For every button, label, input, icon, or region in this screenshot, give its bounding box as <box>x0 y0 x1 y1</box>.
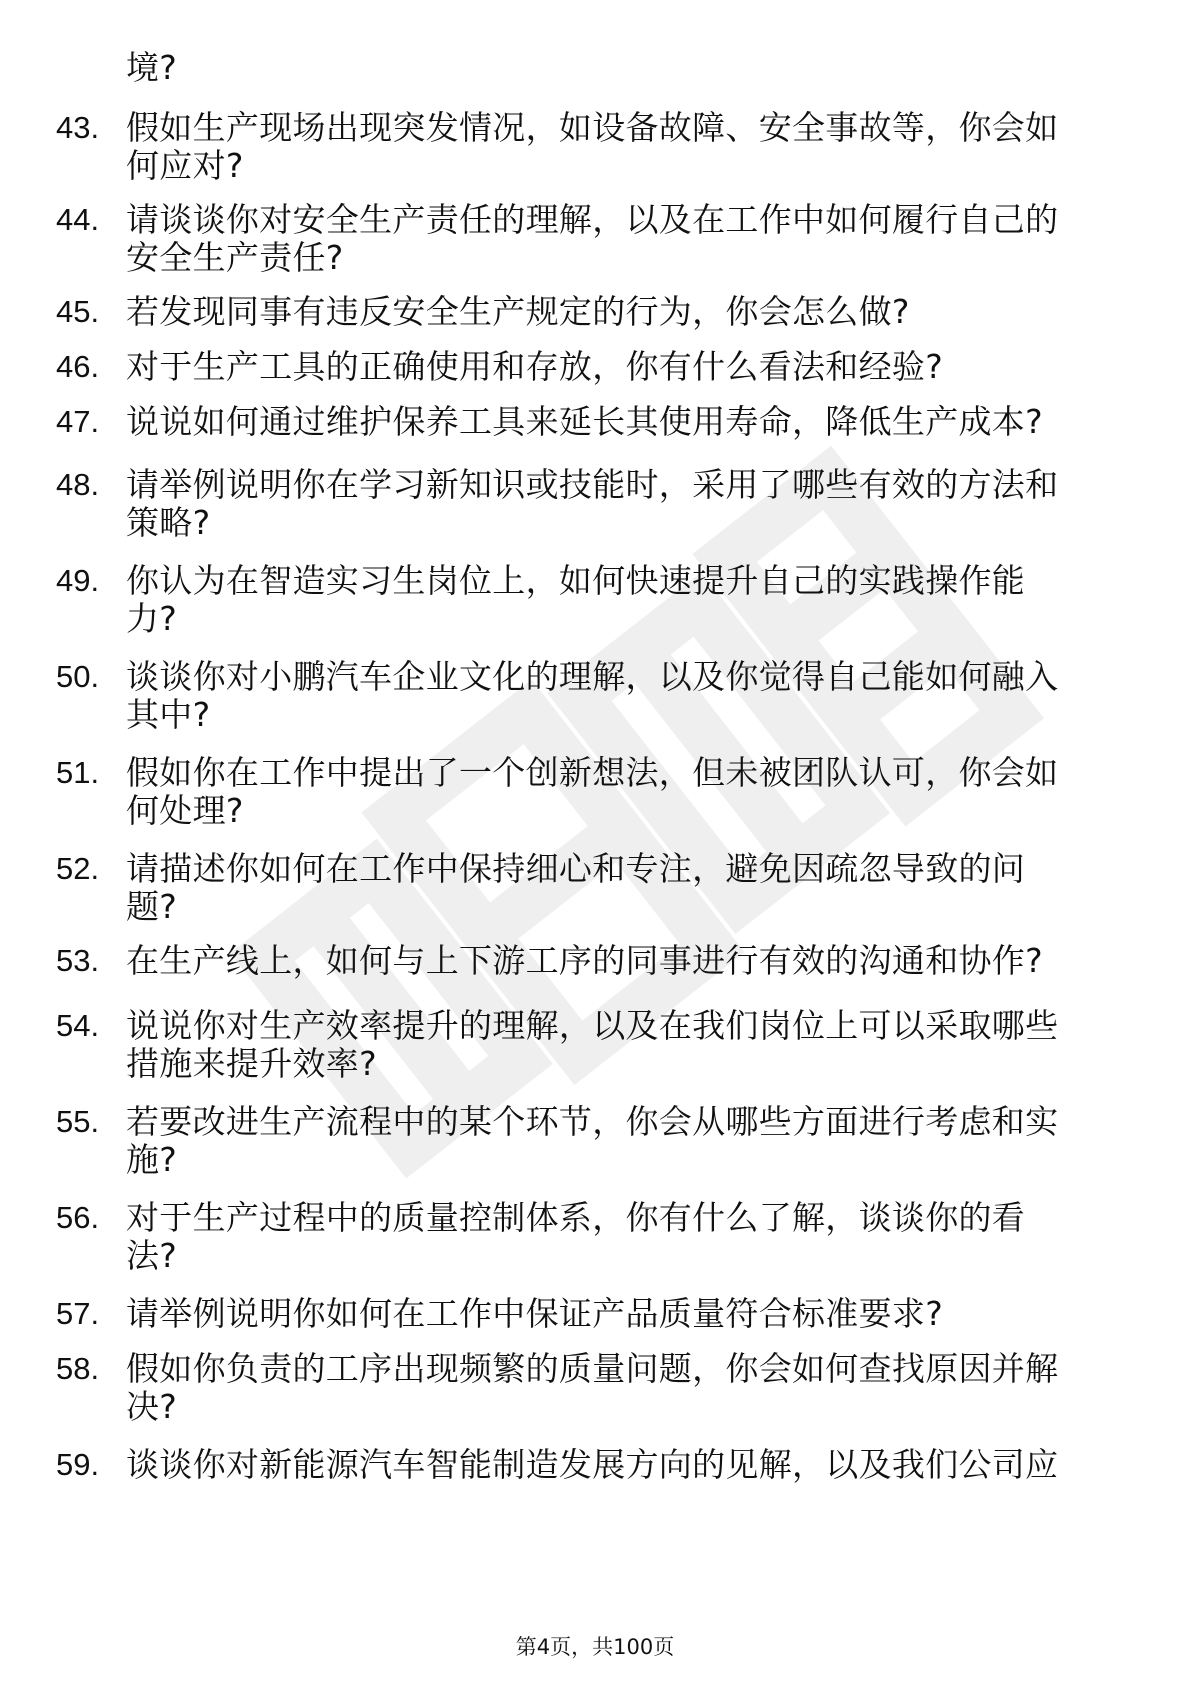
question-number: 49. <box>56 563 100 598</box>
question-number: 46. <box>56 349 100 384</box>
question-number: 48. <box>56 467 100 502</box>
question-text-line: 题? <box>126 887 178 926</box>
question-number: 57. <box>56 1296 100 1331</box>
question-text-line: 你认为在智造实习生岗位上，如何快速提升自己的实践操作能 <box>126 561 1026 600</box>
question-text-line: 请举例说明你在学习新知识或技能时，采用了哪些有效的方法和 <box>126 465 1059 504</box>
question-text-line: 若发现同事有违反安全生产规定的行为，你会怎么做? <box>126 292 910 331</box>
question-number: 50. <box>56 659 100 694</box>
question-text-line: 安全生产责任? <box>126 238 344 277</box>
page-footer: 第4页，共100页 <box>515 1635 675 1659</box>
question-number: 47. <box>56 404 100 439</box>
question-text-line: 若要改进生产流程中的某个环节，你会从哪些方面进行考虑和实 <box>126 1102 1059 1141</box>
question-text-line: 策略? <box>126 503 211 542</box>
question-number: 54. <box>56 1008 100 1043</box>
question-number: 51. <box>56 755 100 790</box>
question-text-line: 措施来提升效率? <box>126 1044 377 1083</box>
watermark-graphic <box>170 380 1070 1280</box>
question-text-line: 对于生产工具的正确使用和存放，你有什么看法和经验? <box>126 347 944 386</box>
question-text-line: 法? <box>126 1236 178 1275</box>
question-text-line: 对于生产过程中的质量控制体系，你有什么了解，谈谈你的看 <box>126 1198 1026 1237</box>
continuation-line: 境? <box>126 48 178 87</box>
question-text-line: 决? <box>126 1387 178 1426</box>
question-number: 44. <box>56 202 100 237</box>
question-text-line: 力? <box>126 599 178 638</box>
question-number: 58. <box>56 1351 100 1386</box>
question-number: 53. <box>56 943 100 978</box>
question-number: 45. <box>56 294 100 329</box>
question-text-line: 假如生产现场出现突发情况，如设备故障、安全事故等，你会如 <box>126 108 1059 147</box>
question-text-line: 施? <box>126 1140 178 1179</box>
question-text-line: 谈谈你对新能源汽车智能制造发展方向的见解，以及我们公司应 <box>126 1445 1059 1484</box>
question-text-line: 其中? <box>126 695 211 734</box>
question-text-line: 请谈谈你对安全生产责任的理解，以及在工作中如何履行自己的 <box>126 200 1059 239</box>
question-text-line: 说说你对生产效率提升的理解，以及在我们岗位上可以采取哪些 <box>126 1006 1059 1045</box>
question-number: 52. <box>56 851 100 886</box>
watermark <box>170 380 1070 1280</box>
question-text-line: 谈谈你对小鹏汽车企业文化的理解，以及你觉得自己能如何融入 <box>126 657 1059 696</box>
question-number: 59. <box>56 1447 100 1482</box>
question-text-line: 假如你负责的工序出现频繁的质量问题，你会如何查找原因并解 <box>126 1349 1059 1388</box>
question-text-line: 请描述你如何在工作中保持细心和专注，避免因疏忽导致的问 <box>126 849 1026 888</box>
question-number: 55. <box>56 1104 100 1139</box>
question-text-line: 请举例说明你如何在工作中保证产品质量符合标准要求? <box>126 1294 944 1333</box>
question-number: 56. <box>56 1200 100 1235</box>
question-number: 43. <box>56 110 100 145</box>
question-text-line: 何处理? <box>126 791 244 830</box>
question-text-line: 说说如何通过维护保养工具来延长其使用寿命，降低生产成本? <box>126 402 1043 441</box>
question-text-line: 假如你在工作中提出了一个创新想法，但未被团队认可，你会如 <box>126 753 1059 792</box>
question-text-line: 在生产线上，如何与上下游工序的同事进行有效的沟通和协作? <box>126 941 1043 980</box>
question-text-line: 何应对? <box>126 146 244 185</box>
